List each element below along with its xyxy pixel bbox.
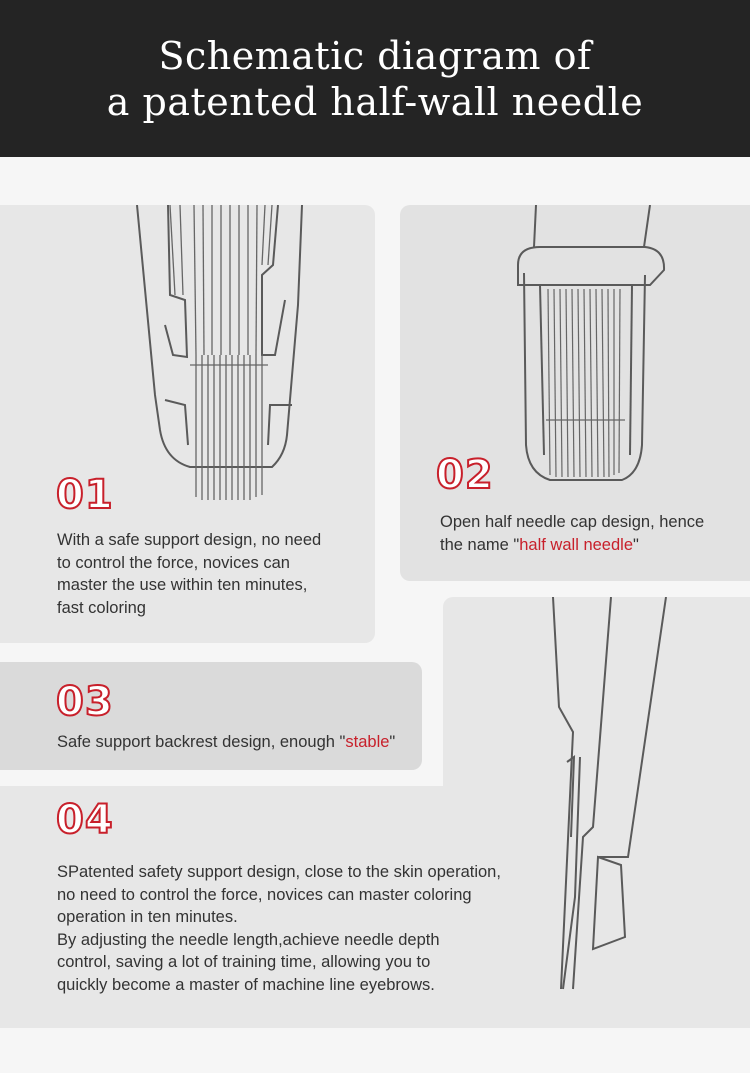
feature-03-line <box>57 731 395 754</box>
feature-03-text: Safe support backrest design, enough " <box>57 733 346 751</box>
feature-01-line: master the use within ten minutes, <box>57 576 308 594</box>
feature-04-line: SPatented safety support design, close to the skin operation, <box>57 863 501 881</box>
feature-number-01: 01 <box>56 472 114 518</box>
feature-description-04 <box>57 861 501 996</box>
feature-01-line: to control the force, novices can <box>57 553 290 572</box>
feature-number-04: 04 <box>56 797 114 843</box>
feature-description-02 <box>440 511 704 556</box>
feature-02-text: the name " <box>440 535 520 554</box>
feature-03-text: " <box>389 733 396 751</box>
feature-02-line: Open half needle cap design, hence <box>440 513 705 531</box>
feature-card-01 <box>0 205 375 643</box>
feature-01-line: With a safe support design, no need <box>57 531 322 549</box>
feature-02-highlight: half wall needle <box>519 535 633 554</box>
feature-04-line: By adjusting the needle length,achieve needle depth <box>57 930 440 949</box>
feature-card-03 <box>0 662 422 770</box>
page-header <box>0 0 750 157</box>
feature-03-highlight: stable <box>345 733 390 751</box>
feature-04-line: operation in ten minutes. <box>57 908 238 926</box>
page-title-line-1: Schematic diagram of <box>158 33 592 78</box>
feature-02-text: " <box>633 535 639 554</box>
feature-02-line <box>440 534 704 557</box>
feature-04-line: no need to control the force, novices can master coloring <box>57 885 472 904</box>
page-title-line-2: a patented half-wall needle <box>106 79 644 124</box>
feature-04-line: quickly become a master of machine line eyebrows. <box>57 975 435 994</box>
feature-card-02 <box>400 205 750 581</box>
feature-01-line: fast coloring <box>57 598 146 617</box>
feature-number-03: 03 <box>56 679 114 725</box>
feature-description-01 <box>57 529 321 619</box>
feature-description-03 <box>57 731 395 754</box>
feature-number-02: 02 <box>436 452 494 498</box>
feature-04-line: control, saving a lot of training time, allowing you to <box>57 953 431 971</box>
